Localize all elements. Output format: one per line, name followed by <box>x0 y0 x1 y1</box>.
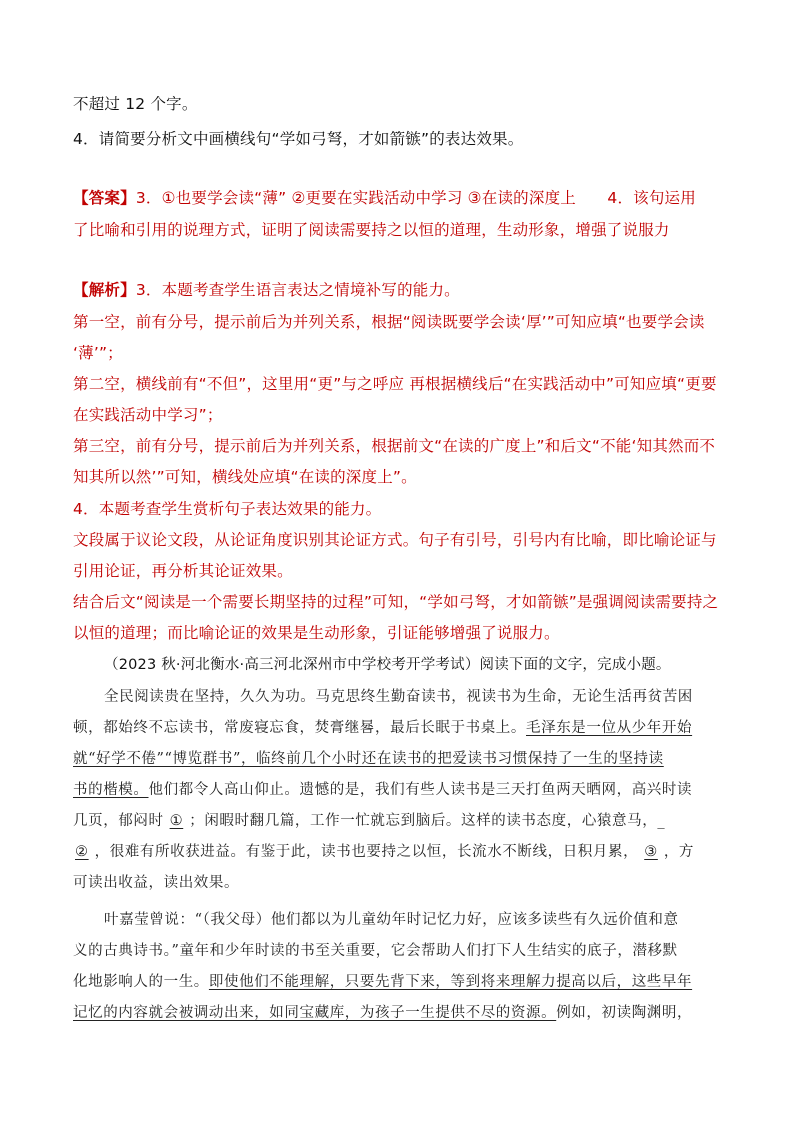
question-line <box>73 127 523 149</box>
analysis-line <box>73 310 705 332</box>
analysis-line <box>73 278 460 300</box>
passage-text: 他们都令人高山仰止。遗憾的是，我们有些人读书是三天打鱼两天晒网，高兴时读 <box>148 782 693 798</box>
analysis-text: 文段属于议论文段，从论证角度识别其论证方式。句子有引号，引号内有比喻，即比喻论证与 <box>73 531 717 549</box>
blank-3: ③ <box>644 844 658 860</box>
source-line <box>104 653 671 674</box>
passage-text: 几页，郁闷时 <box>73 813 164 829</box>
passage-line <box>104 685 693 706</box>
underlined-sentence: 书的楷模。 <box>73 782 149 798</box>
passage-line <box>73 747 664 768</box>
passage-text: 例如，初读陶渊明， <box>556 1005 693 1021</box>
passage-line <box>73 1001 692 1022</box>
answer-line <box>73 218 670 240</box>
passage-text: ，很难有所收获进益。有鉴于此，读书也要持之以恒，长流水不断线，日积月累， <box>94 844 639 860</box>
question-text: 不超过 12 个字。 <box>73 95 198 113</box>
analysis-line <box>73 590 718 612</box>
analysis-line <box>73 465 417 487</box>
underlined-sentence: 即使他们不能理解，只要先背下来，等到将来理解力提高以后，这些早年 <box>208 974 693 990</box>
analysis-tag: 【解析】 <box>73 281 136 299</box>
passage-line <box>73 840 694 861</box>
analysis-line <box>73 528 717 550</box>
analysis-text: 在实践活动中学习”； <box>73 406 223 424</box>
analysis-text: 第三空，前有分号，提示前后为并列关系，根据前文“在读的广度上”和后文“不能‘知其然而不 <box>73 437 716 455</box>
analysis-line <box>73 621 560 643</box>
passage-line <box>73 778 692 799</box>
blank-2: ② <box>75 844 89 860</box>
underlined-sentence: 就“好学不倦”“博览群书”，临终前几个小时还在读书的把爱读书习惯保持了一生的坚持读 <box>73 751 664 767</box>
underlined-sentence: 记忆的内容就会被调动出来，如同宝藏库，为孩子一生提供不尽的资源。 <box>73 1005 557 1021</box>
passage-text: 顿，都始终不忘读书，常废寝忘食，焚膏继晷，最后长眠于书桌上。 <box>73 720 526 736</box>
passage-text: 义的古典诗书。”童年和少年时读的书至关重要，它会帮助人们打下人生结实的底子，潜移默 <box>73 943 678 959</box>
passage-text: 叶嘉莹曾说：“（我父母）他们都以为儿童幼年时记忆力好，应该多读些有久远价值和意 <box>104 912 679 928</box>
analysis-line <box>73 559 293 581</box>
passage-text: ；闲暇时翻几篇，工作一忙就忘到脑后。这样的读书态度，心猿意马，_ <box>189 813 666 829</box>
question-line <box>73 92 198 114</box>
source-text: （2023 秋·河北衡水·高三河北深州市中学校考开学考试）阅读下面的文字，完成小题。 <box>104 657 671 673</box>
passage-line <box>104 908 679 929</box>
answer-text: 了比喻和引用的说理方式，证明了阅读需要持之以恒的道理，生动形象，增强了说服力 <box>73 221 670 239</box>
answer-tag: 【答案】 <box>73 189 136 207</box>
analysis-text: 知其所以然’”可知，横线处应填“在读的深度上”。 <box>73 468 417 486</box>
analysis-line <box>73 403 223 425</box>
analysis-text: 3．本题考查学生语言表达之情境补写的能力。 <box>135 281 460 299</box>
passage-line <box>73 809 665 830</box>
passage-text: 全民阅读贵在坚持，久久为功。马克思终生勤奋读书，视读书为生命，无论生活再贫苦困 <box>104 689 693 705</box>
passage-text: ，方 <box>663 844 695 860</box>
analysis-line <box>73 497 381 519</box>
analysis-line <box>73 341 123 363</box>
analysis-text: 第一空，前有分号，提示前后为并列关系，根据“阅读既要学会读‘厚’”可知应填“也要学会读 <box>73 313 705 331</box>
answer-line <box>73 186 696 208</box>
passage-line <box>73 970 692 991</box>
analysis-text: 引用论证，再分析其论证效果。 <box>73 562 293 580</box>
passage-line <box>73 716 692 737</box>
analysis-line <box>73 434 715 456</box>
passage-line <box>73 871 239 892</box>
analysis-text: 结合后文“阅读是一个需要长期坚持的过程”可知，“学如弓弩，才如箭镞”是强调阅读需要持之 <box>73 593 719 611</box>
passage-text: 化地影响人的一生。 <box>73 974 209 990</box>
analysis-line <box>73 372 717 394</box>
blank-1: ① <box>169 813 184 829</box>
analysis-text: 4．本题考查学生赏析句子表达效果的能力。 <box>73 500 382 518</box>
underlined-sentence: 毛泽东是一位从少年开始 <box>526 720 693 736</box>
question-text: 4．请简要分析文中画横线句“学如弓弩，才如箭镞”的表达效果。 <box>73 130 524 148</box>
analysis-text: 第二空，横线前有“不但”，这里用“更”与之呼应 再根据横线后“在实践活动中”可知应填“更要 <box>73 375 717 393</box>
answer-text: 3．①也要学会读“薄” ②更要在实践活动中学习 ③在读的深度上 4．该句运用 <box>135 189 696 207</box>
analysis-text: 以恒的道理；而比喻论证的效果是生动形象，引证能够增强了说服力。 <box>73 624 560 642</box>
analysis-text: ‘薄’”； <box>73 344 123 362</box>
passage-line <box>73 939 678 960</box>
passage-text: 可读出收益，读出效果。 <box>73 875 240 891</box>
